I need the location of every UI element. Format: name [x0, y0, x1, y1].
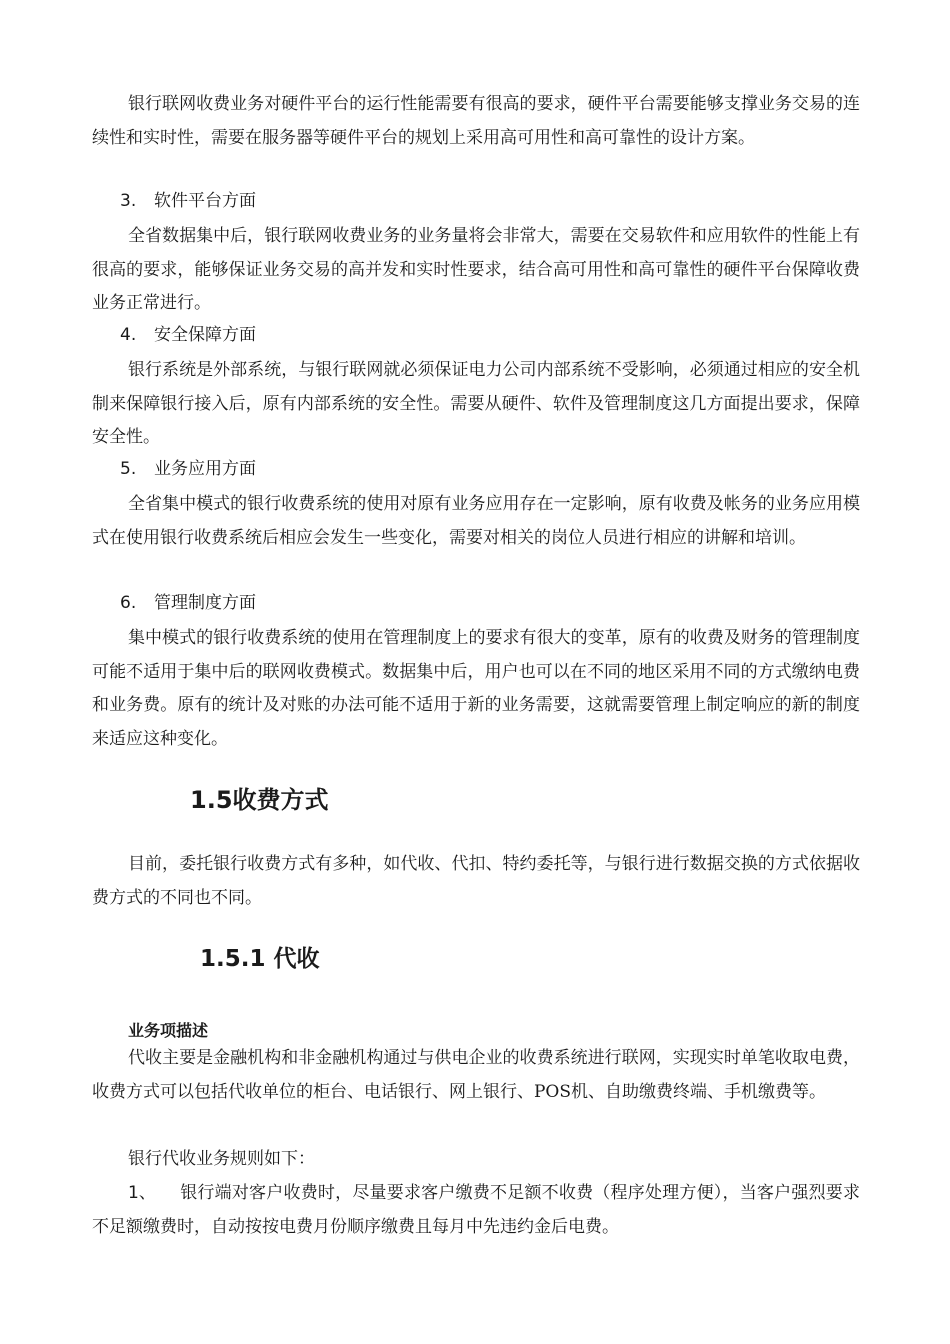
- rule-number: 1、: [128, 1183, 156, 1203]
- section-heading-1-5: 1.5收费方式: [190, 786, 329, 814]
- paragraph-hardware: 银行联网收费业务对硬件平台的运行性能需要有很高的要求，硬件平台需要能够支撑业务交易的连续性和实时性，需要在服务器等硬件平台的规划上采用高可用性和高可靠性的设计方案。: [92, 94, 860, 148]
- list-number: 4.: [120, 325, 137, 345]
- list-label: 软件平台方面: [154, 191, 256, 211]
- rule-text: 银行端对客户收费时，尽量要求客户缴费不足额不收费（程序处理方便），当客户强烈要求不足额缴费时，自动按按电费月份顺序缴费且每月中先违约金后电费。: [92, 1183, 860, 1237]
- list-label: 业务应用方面: [154, 459, 256, 479]
- rule-item-1: [92, 1177, 860, 1244]
- list-item-security: [120, 319, 256, 353]
- section-heading-1-5-1: 1.5.1 代收: [200, 946, 320, 972]
- paragraph-collection-description: 代收主要是金融机构和非金融机构通过与供电企业的收费系统进行联网，实现实时单笔收取电费，收费方式可以包括代收单位的柜台、电话银行、网上银行、POS机、自助缴费终端、手机缴费等。: [92, 1048, 860, 1102]
- list-number: 5.: [120, 459, 137, 479]
- list-item-management: [120, 587, 256, 621]
- paragraph-charge-methods: 目前，委托银行收费方式有多种，如代收、代扣、特约委托等，与银行进行数据交换的方式依据收费方式的不同也不同。: [92, 854, 860, 908]
- list-label: 安全保障方面: [154, 325, 256, 345]
- paragraph-software: 全省数据集中后，银行联网收费业务的业务量将会非常大，需要在交易软件和应用软件的性能上有很高的要求，能够保证业务交易的高并发和实时性要求，结合高可用性和高可靠性的硬件平台保障收费业务正常进行。: [92, 226, 860, 313]
- list-number: 6.: [120, 593, 137, 613]
- paragraph-rules-intro: 银行代收业务规则如下：: [128, 1149, 315, 1169]
- list-item-business-application: [120, 453, 256, 487]
- paragraph-management: 集中模式的银行收费系统的使用在管理制度上的要求有很大的变革，原有的收费及财务的管理制度可能不适用于集中后的联网收费模式。数据集中后，用户也可以在不同的地区采用不同的方式缴纳电费和业务费。原有的统计及对账的办法可能不适用于新的业务需要，这就需要管理上制定响应的新的制度来适应这种变化。: [92, 628, 860, 749]
- list-item-software-platform: [120, 185, 256, 219]
- paragraph-security: 银行系统是外部系统，与银行联网就必须保证电力公司内部系统不受影响，必须通过相应的安全机制来保障银行接入后，原有内部系统的安全性。需要从硬件、软件及管理制度这几方面提出要求，保障安全性。: [92, 360, 860, 447]
- list-number: 3.: [120, 191, 137, 211]
- paragraph-business-application: 全省集中模式的银行收费系统的使用对原有业务应用存在一定影响，原有收费及帐务的业务应用模式在使用银行收费系统后相应会发生一些变化，需要对相关的岗位人员进行相应的讲解和培训。: [92, 494, 860, 548]
- subheading-business-description: 业务项描述: [128, 1021, 209, 1040]
- list-label: 管理制度方面: [154, 593, 256, 613]
